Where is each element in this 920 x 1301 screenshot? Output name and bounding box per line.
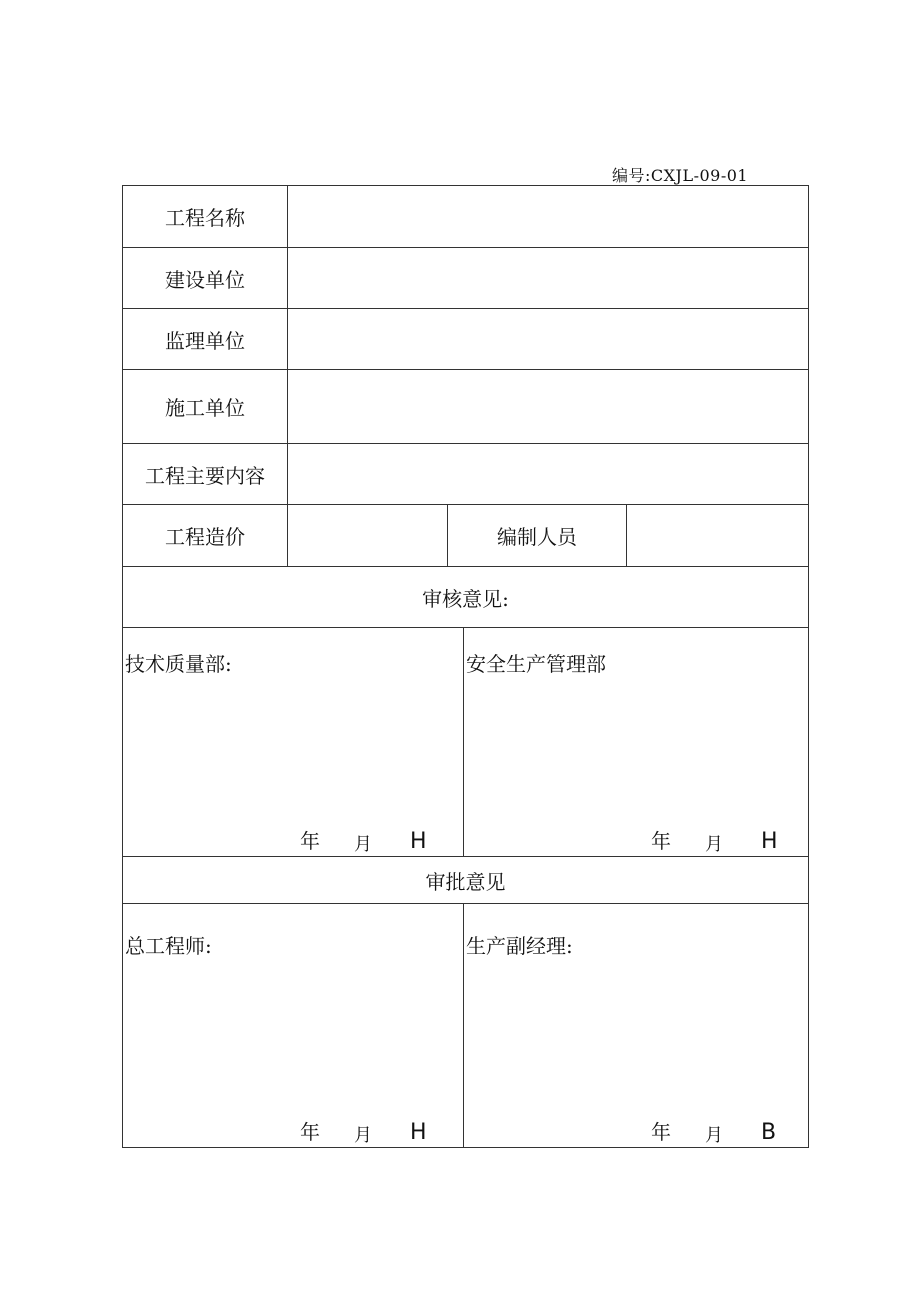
project-name-label: 工程名称 [123,186,288,248]
day-label: B [761,1120,777,1145]
year-label: 年 [300,829,320,853]
month-label: 月 [705,834,723,855]
project-name-field[interactable] [288,186,809,248]
day-label: H [761,829,778,854]
safety-label: 安全生产管理部 [466,652,606,676]
day-label: H [410,1120,427,1145]
day-label: H [410,829,427,854]
row-cost [123,505,809,567]
row-project-name [123,186,809,248]
month-label: 月 [354,1125,372,1146]
supervision-unit-field[interactable] [288,309,809,370]
production-manager-panel[interactable] [464,904,809,1148]
chief-engineer-label: 总工程师: [125,934,212,958]
row-review-panels [123,628,809,857]
chief-engineer-panel[interactable] [123,904,464,1148]
row-approval-panels [123,904,809,1148]
row-main-content [123,444,809,505]
row-supervision-unit [123,309,809,370]
safety-panel[interactable] [464,628,809,857]
month-label: 月 [354,834,372,855]
cost-field[interactable] [288,505,448,567]
row-approval-header [123,857,809,904]
month-label: 月 [705,1125,723,1146]
tech-quality-label: 技术质量部: [125,652,232,676]
document-number: 编号:CXJL-09-01 [612,166,749,185]
tech-quality-panel[interactable] [123,628,464,857]
year-label: 年 [300,1120,320,1144]
compiler-label: 编制人员 [448,505,627,567]
year-label: 年 [651,1120,671,1144]
row-review-header [123,567,809,628]
row-contractor [123,370,809,444]
construction-unit-label: 建设单位 [123,248,288,309]
production-manager-label: 生产副经理: [466,934,573,958]
approval-header: 审批意见 [123,857,809,904]
approval-form-table [122,185,809,1148]
supervision-unit-label: 监理单位 [123,309,288,370]
year-label: 年 [651,829,671,853]
contractor-field[interactable] [288,370,809,444]
review-header: 审核意见: [123,567,809,628]
compiler-field[interactable] [627,505,809,567]
cost-label: 工程造价 [123,505,288,567]
main-content-field[interactable] [288,444,809,505]
main-content-label: 工程主要内容 [123,444,288,505]
construction-unit-field[interactable] [288,248,809,309]
row-construction-unit [123,248,809,309]
contractor-label: 施工单位 [123,370,288,444]
